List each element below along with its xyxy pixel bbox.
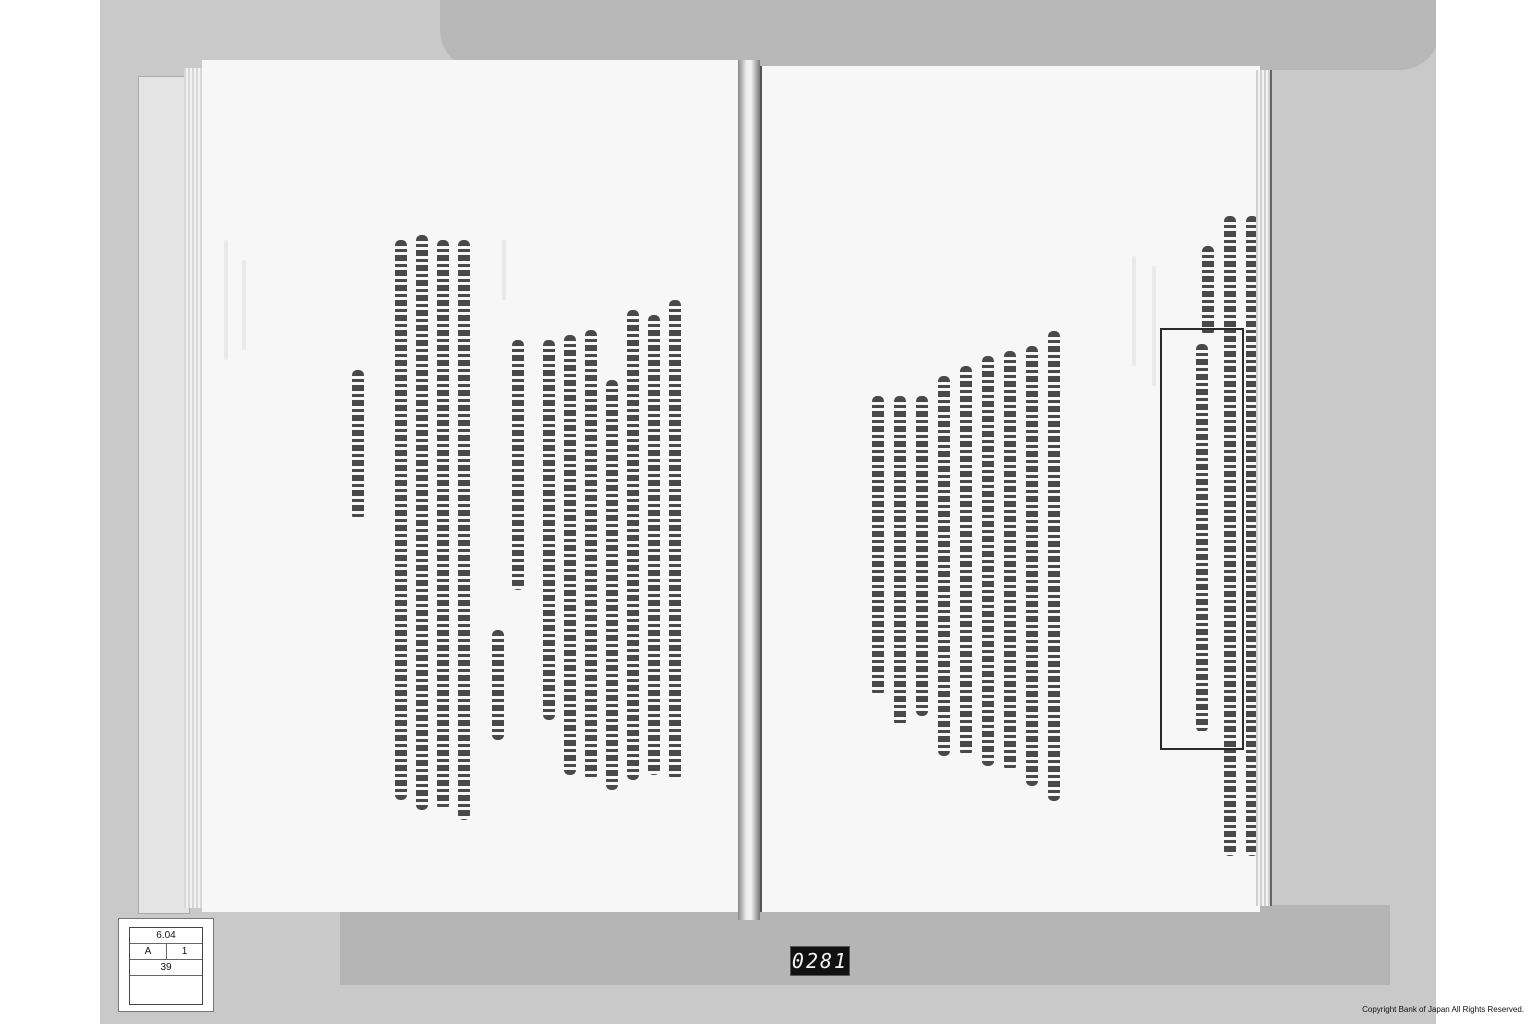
frame-counter: 0281 [790,946,850,976]
label-row [130,944,202,960]
handwriting-column [1048,331,1060,801]
handwriting-title [1196,344,1208,732]
label-grid [129,927,203,1005]
handwriting-signature [492,630,504,740]
handwriting-column [437,240,449,810]
bleed-mark [502,240,506,300]
label-row [130,928,202,944]
bleed-mark [1152,266,1156,386]
handwriting-column [564,335,576,775]
left-page [202,60,741,912]
handwriting-column [1004,351,1016,771]
label-blank [130,976,202,1005]
label-volume: 1 [181,946,188,957]
label-number: 39 [160,962,172,973]
handwriting-column [872,396,884,696]
label-series: A [130,944,167,959]
right-page-stack [1256,70,1272,906]
handwriting-column [1202,246,1214,336]
left-cover [138,76,190,914]
open-book [138,60,1268,920]
archive-label-card [118,918,214,1012]
handwriting-column [894,396,906,726]
handwriting-column [606,380,618,790]
book-gutter [738,60,760,920]
handwriting-column [938,376,950,756]
handwriting-column [648,315,660,775]
handwriting-column [982,356,994,766]
handwriting-column [585,330,597,780]
handwriting-column [627,310,639,780]
bleed-mark [242,260,246,350]
copyright-notice: Copyright Bank of Japan All Rights Reserved. [1362,1005,1524,1014]
label-row [130,976,202,1005]
handwriting-column [512,340,524,590]
handwriting-column [543,340,555,720]
bleed-mark [1132,256,1136,366]
handwriting-column [458,240,470,820]
handwriting-column [395,240,407,800]
label-row [130,960,202,976]
handwriting-column [416,235,428,810]
handwriting-column [1026,346,1038,786]
handwriting-date [352,370,364,520]
handwriting-column [960,366,972,756]
left-page-stack [184,68,204,908]
label-code: 6.04 [156,930,176,941]
handwriting-column [916,396,928,716]
bleed-mark [224,240,228,360]
title-box [1160,328,1244,750]
handwriting-column [669,300,681,780]
